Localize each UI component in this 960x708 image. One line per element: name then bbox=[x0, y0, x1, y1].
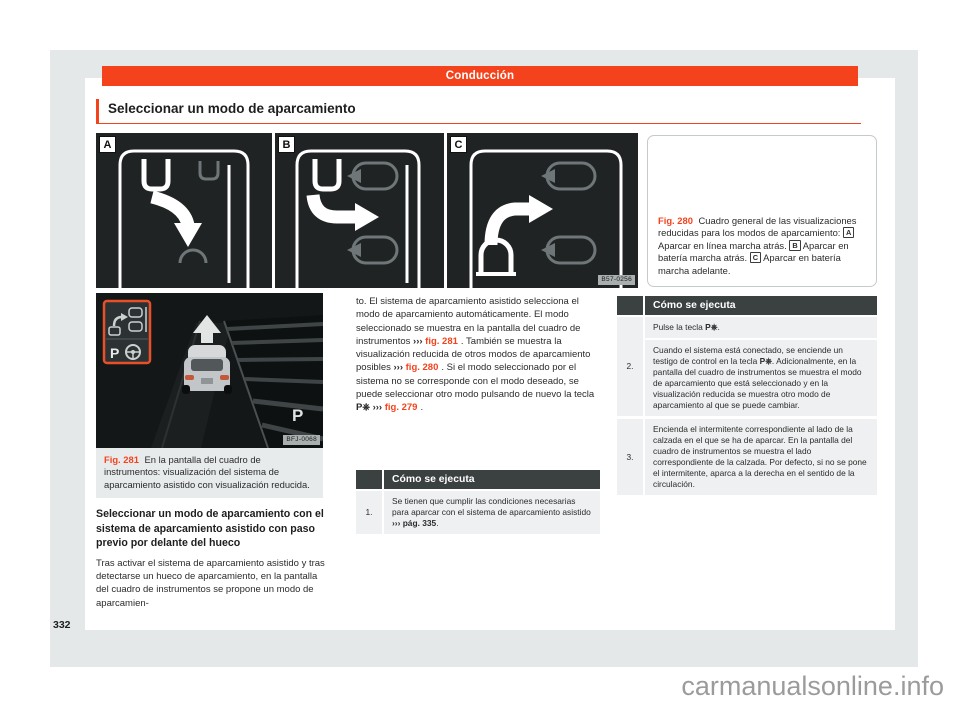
step-text: Cuando el sistema está conectado, se enciende un testigo de control en la tecla P⎈. Adicionalmente, en la pantalla del cuadro de instrumentos se muestra el modo de aparcamiento que está seleccionado y en la visualización reducida se muestra otro modo de aparcamiento al que se puede cambiar. bbox=[645, 340, 877, 416]
parking-bay-marking bbox=[144, 159, 168, 189]
fig280-caption: Fig. 280 Cuadro general de las visualizaciones reducidas para los modos de aparcamiento: A Aparcar en línea marcha atrás. B Aparcar en batería marcha atrás. C Aparcar en batería marcha adelante. bbox=[658, 214, 857, 276]
diagram-label-a: A bbox=[99, 136, 116, 153]
step-text: Encienda el intermitente correspondiente al lado de la calzada en el que se ha de aparcar. En la pantalla del cuadro de instrumentos se muestra el lado correspondiente de la calzada. Por defecto, si no se pone el intermitente, aparca a la derecha en el sentido de la circulación. bbox=[645, 419, 877, 495]
figure-code-tag: B57-0256 bbox=[598, 275, 635, 285]
table-header-number-cell bbox=[617, 296, 643, 315]
diagram-panel-a bbox=[96, 133, 272, 288]
table-row bbox=[617, 317, 877, 416]
step-number: 2. bbox=[617, 317, 643, 416]
table-row bbox=[356, 491, 600, 534]
step-text: Se tienen que cumplir las condiciones necesarias para aparcar con el sistema de aparcamiento asistido ››› pág. 335. bbox=[384, 491, 600, 534]
table-header-row bbox=[356, 470, 600, 489]
diagram-panel-b bbox=[275, 133, 444, 288]
parking-bay-marking bbox=[315, 159, 339, 189]
chapter-title: Conducción bbox=[445, 70, 515, 82]
maneuver-arrow bbox=[313, 195, 355, 217]
step-text: Pulse la tecla P⎈. bbox=[645, 317, 877, 338]
chapter-header-bar bbox=[102, 66, 858, 86]
table-header-label: Cómo se ejecuta bbox=[384, 470, 600, 489]
parking-letter: P bbox=[292, 406, 304, 425]
fig281-caption-box bbox=[96, 448, 323, 498]
diagram-panel-c bbox=[447, 133, 638, 288]
instrument-cluster-display-graphic bbox=[96, 293, 323, 448]
fig281-caption: Fig. 281 En la pantalla del cuadro de instrumentos: visualización del sistema de aparcamiento asistido con visualización reducida. bbox=[104, 454, 310, 490]
table-header-number-cell bbox=[356, 470, 382, 489]
page-number: 332 bbox=[53, 619, 71, 631]
diagram-label-c: C bbox=[450, 136, 467, 153]
figure-code-tag: BFJ-0068 bbox=[283, 435, 320, 445]
step-number: 1. bbox=[356, 491, 382, 534]
subsection-heading: Seleccionar un modo de aparcamiento con el sistema de aparcamiento asistido con paso previo por delante del hueco bbox=[96, 508, 324, 550]
step-number: 3. bbox=[617, 419, 643, 495]
table-header-label: Cómo se ejecuta bbox=[645, 296, 877, 315]
ego-car-graphic bbox=[182, 345, 232, 394]
reverse-bay-parking-diagram bbox=[275, 133, 444, 288]
fig281-cluster-image bbox=[96, 293, 323, 448]
park-assist-mode-icon bbox=[104, 301, 150, 363]
park-key-letter: P bbox=[110, 345, 120, 361]
fig280-caption-box bbox=[647, 135, 877, 287]
table-row bbox=[617, 419, 877, 495]
watermark-text: carmanualsonline.info bbox=[681, 671, 944, 701]
maneuver-arrow bbox=[152, 197, 188, 225]
table-header-row bbox=[617, 296, 877, 315]
body-paragraph-left: Tras activar el sistema de aparcamiento asistido y tras detectarse un hueco de aparcamiento, en la pantalla del cuadro de instrumentos se propone un modo de aparcamien- bbox=[96, 558, 325, 609]
body-paragraph-middle: to. El sistema de aparcamiento asistido selecciona el modo de aparcamiento automáticamente. El modo seleccionado se muestra en la pantalla del cuadro de instrumentos ››› fig. 281 . También se muestra la visualización reducida de otros modos de aparcamiento posibles ››› fig. 280 . Si el modo seleccionado por el sistema no se corresponde con el modo deseado, se puede seleccionar otro modo pulsando de nuevo la tecla P⎈ ››› fig. 279 . bbox=[356, 296, 595, 414]
section-title: Seleccionar un modo de aparcamiento bbox=[96, 99, 861, 124]
steps-table-1 bbox=[356, 470, 600, 537]
parallel-parking-diagram bbox=[96, 133, 272, 288]
forward-bay-parking-diagram bbox=[447, 133, 638, 288]
diagram-label-b: B bbox=[278, 136, 295, 153]
steps-table-2 bbox=[617, 296, 877, 498]
fig280-diagrams bbox=[96, 133, 638, 288]
